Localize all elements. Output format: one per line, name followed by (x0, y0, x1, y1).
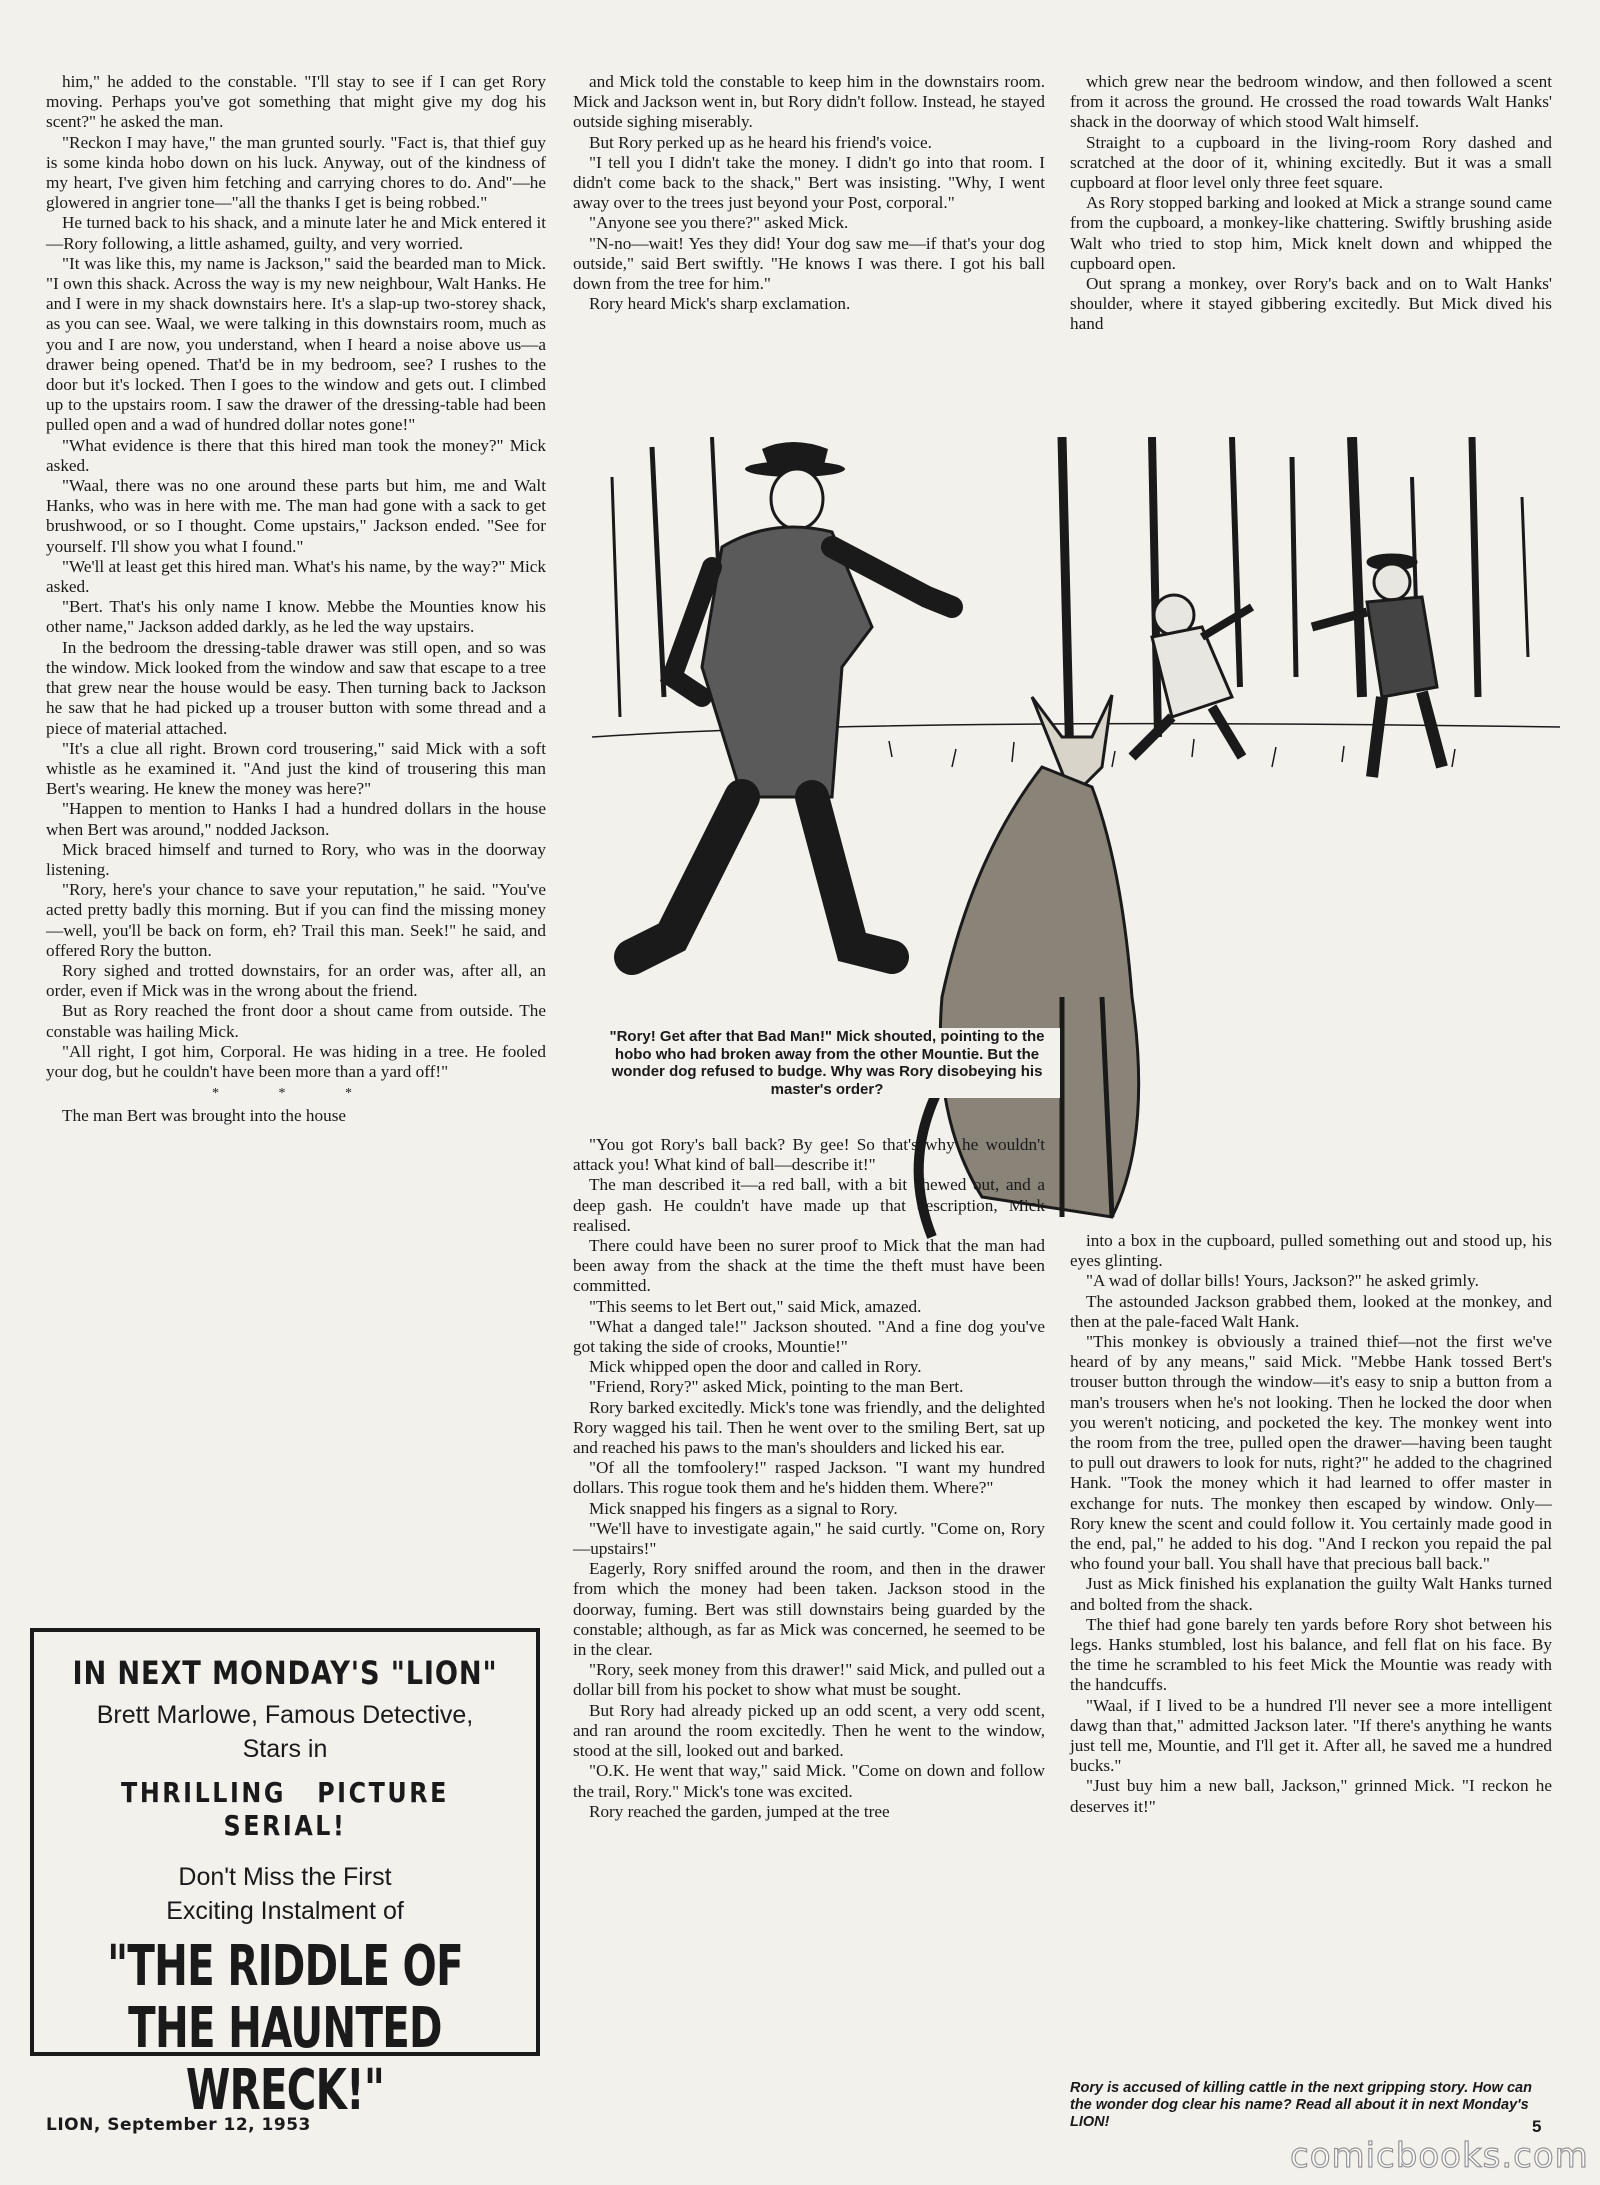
paragraph: In the bedroom the dressing-table drawer was still open, and so was the window. Mick looked from the window and saw that escape to a tree that grew near the house would be easy. Then turning back to Jackson he saw that he had picked up a trouser button with some thread and a piece of material attached. (46, 637, 546, 738)
paragraph: Eagerly, Rory sniffed around the room, and then in the drawer from which the money had been taken. Jackson stood in the doorway, fuming. Bert was still downstairs being guarded by the constable; although, as far as Mick was concerned, he seemed to be in the clear. (573, 1559, 1045, 1660)
paragraph: "It was like this, my name is Jackson," said the bearded man to Mick. "I own this shack. Across the way is my new neighbour, Walt Hanks. He and I were in my shack downstairs here. It's a slap-up two-storey shack, as you can see. Waal, we were talking in this downstairs room, much as you and I are now, you understand, when I heard a noise above us—a drawer being opened. That'd be in my bedroom, see? I rushes to the door but it's locked. Then I goes to the window and gets out. I climbed up to the upstairs room. I saw the drawer of the dressing-table had been pulled open and a wad of hundred dollar notes gone!" (46, 253, 546, 435)
ad-serial-banner: THRILLING PICTURE SERIAL! (121, 1776, 449, 1842)
paragraph: "I tell you I didn't take the money. I didn't go into that room. I didn't come back to the shack," Bert was insisting. "Why, I went away over to the trees just beyond your Post, corporal." (573, 152, 1045, 213)
ad-title-line-2: THE HAUNTED WRECK!" (128, 1996, 442, 2123)
column-1 (46, 72, 546, 1127)
paragraph: "Happen to mention to Hanks I had a hundred dollars in the house when Bert was around," nodded Jackson. (46, 799, 546, 839)
paragraph: "This seems to let Bert out," said Mick, amazed. (589, 1296, 922, 1316)
paragraph: Rory reached the garden, jumped at the tree (589, 1801, 890, 1821)
paragraph: and Mick told the constable to keep him in the downstairs room. Mick and Jackson went in, but Rory didn't follow. Instead, he stayed outside sighing miserably. (573, 72, 1045, 132)
paragraph: Rory sighed and trotted downstairs, for an order was, after all, an order, even if Mick was in the wrong about the friend. (46, 960, 546, 1001)
paragraph: The astounded Jackson grabbed them, looked at the monkey, and then at the pale-faced Walt Hank. (1070, 1291, 1552, 1331)
paragraph: "Of all the tomfoolery!" rasped Jackson. "I want my hundred dollars. This rogue took them and he's hidden them. Where?" (573, 1458, 1045, 1498)
illustration-caption: "Rory! Get after that Bad Man!" Mick shouted, pointing to the hobo who had broken away from the other Mountie. But the wonder dog refused to budge. Why was Rory disobeying his master's order? (594, 1028, 1060, 1098)
paragraph: Just as Mick finished his explanation the guilty Walt Hanks turned and bolted from the shack. (1070, 1574, 1552, 1614)
paragraph: But Rory had already picked up an odd scent, a very odd scent, and ran around the room excitedly. Then he went to the window, stood at the sill, looked out and barked. (573, 1700, 1045, 1761)
column-3-bottom (1070, 1231, 1552, 1817)
paragraph: "Rory, here's your chance to save your reputation," he said. "You've acted pretty badly this morning. But if you can find the missing money—well, you'll be back on form, eh? Trail this man. Seek!" he said, and offered Rory the button. (46, 880, 546, 960)
paragraph: "This monkey is obviously a trained thief—not the first we've heard of by any means," said Mick. "Mebbe Hank tossed Bert's trouser button through the window—it's easy to snip a button from a man's trousers when he's not looking. Then he locked the door when you weren't noticing, and pocketed the key. The monkey went into the room from the tree, pulled open the drawer—having been taught to pull out drawers to look for nuts, right?" he added to the chagrined Hank. "Took the money which it had learned to offer master in exchange for nuts. The monkey then escaped by window. Only—Rory knew the scent and could follow it. You certainly made good in the end, pal," he added to his dog. "And I reckon you repaid the pal who found your ball. You shall have that precious ball back." (1070, 1332, 1552, 1574)
paragraph: Straight to a cupboard in the living-room Rory dashed and scratched at the door of it, whining excitedly. But it was a small cupboard at floor level only three feet square. (1070, 132, 1552, 193)
paragraph: Rory heard Mick's sharp exclamation. (589, 294, 851, 314)
ad-line-stars: Stars in (242, 1735, 328, 1763)
paragraph: "Waal, there was no one around these parts but him, me and Walt Hanks, who was in here with me. The man had gone with a sack to get brushwood, or so I thought. Come upstairs," Jackson ended. "See for yourself. I'll show you what I found." (46, 476, 546, 556)
paragraph: The thief had gone barely ten yards before Rory shot between his legs. Hanks stumbled, lost his balance, and fell flat on his face. By the time he scrambled to his feet Mick the Mountie was ready with the handcuffs. (1070, 1614, 1552, 1695)
ad-line-instalment: Exciting Instalment of (166, 1897, 404, 1925)
paragraph: He turned back to his shack, and a minute later he and Mick entered it—Rory following, a little ashamed, guilty, and very worried. (46, 213, 546, 253)
paragraph: him," he added to the constable. "I'll stay to see if I can get Rory moving. Perhaps you've got something that might give my dog his scent?" he asked the man. (46, 72, 546, 132)
paragraph: "Just buy him a new ball, Jackson," grinned Mick. "I reckon he deserves it!" (1070, 1776, 1552, 1816)
ad-line-detective: Brett Marlowe, Famous Detective, (96, 1701, 474, 1729)
paragraph: Rory barked excitedly. Mick's tone was friendly, and the delighted Rory wagged his tail. Then he went over to the smiling Bert, sat up and reached his paws to the man's shoulders and licked his ear. (573, 1397, 1045, 1458)
column-1-last-line: The man Bert was brought into the house (62, 1106, 347, 1126)
paragraph: "We'll at least get this hired man. What's his name, by the way?" Mick asked. (46, 556, 546, 597)
ad-heading: IN NEXT MONDAY'S "LION" (72, 1654, 498, 1692)
paragraph: "Bert. That's his only name I know. Mebbe the Mounties know his other name," Jackson added darkly, as he led the way upstairs. (46, 597, 546, 637)
next-story-teaser: Rory is accused of killing cattle in the next gripping story. How can the wonder dog clear his name? Read all about it in next Monday's LION! (1070, 2080, 1532, 2130)
paragraph: "It's a clue all right. Brown cord trousering," said Mick with a soft whistle as he examined it. "And just the kind of trousering this man Bert's wearing. He knew the money was here?" (46, 738, 546, 799)
paragraph: "Friend, Rory?" asked Mick, pointing to the man Bert. (589, 1377, 964, 1397)
paragraph: "Waal, if I lived to be a hundred I'll never see a more intelligent dawg than that," admitted Jackson later. "If there's anything he wants just tell me, Mountie, and I'll get it. After all, he saved me a hundred bucks." (1070, 1695, 1552, 1776)
paragraph: "We'll have to investigate again," he said curtly. "Come on, Rory—upstairs!" (573, 1518, 1045, 1559)
paragraph: Out sprang a monkey, over Rory's back and on to Walt Hanks' shoulder, where it stayed gibbering excitedly. But Mick dived his hand (1070, 274, 1552, 334)
paragraph: Mick braced himself and turned to Rory, who was in the doorway listening. (46, 839, 546, 879)
paragraph: which grew near the bedroom window, and then followed a scent from it across the ground. He crossed the road towards Walt Hanks' shack in the doorway of which stood Walt himself. (1070, 72, 1552, 132)
paragraph: Mick snapped his fingers as a signal to Rory. (589, 1498, 898, 1518)
paragraph: "You got Rory's ball back? By gee! So that's why he wouldn't attack you! What kind of ball—describe it!" (573, 1135, 1045, 1175)
paragraph: As Rory stopped barking and looked at Mick a strange sound came from the cupboard, a monkey-like chattering. Swiftly brushing aside Walt who tried to stop him, Mick knelt down and whipped the cupboard open. (1070, 193, 1552, 273)
column-1-paragraphs (46, 72, 546, 1082)
paragraph: "Reckon I may have," the man grunted sourly. "Fact is, that thief guy is some kinda hobo down on his luck. Anyway, out of the kindness of my heart, I've given him fetching and carrying chores to do. And"—he glowered in angrier tone—"all the thanks I get is being robbed." (46, 132, 546, 213)
section-break: * * * (212, 1086, 380, 1102)
paragraph: But as Rory reached the front door a shout came from outside. The constable was hailing Mick. (46, 1001, 546, 1041)
paragraph: The man described it—a red ball, with a bit chewed out, and a deep gash. He couldn't have made up that description, Mick realised. (573, 1175, 1045, 1235)
issue-dateline: LION, September 12, 1953 (46, 2115, 311, 2135)
page-number: 5 (1532, 2117, 1542, 2136)
story-illustration (592, 437, 1560, 1245)
column-3-top (1070, 72, 1552, 335)
ad-title-line-1: "THE RIDDLE OF (107, 1934, 463, 1999)
paragraph: There could have been no surer proof to Mick that the man had been away from the shack at the time the theft must have been committed. (573, 1236, 1045, 1296)
paragraph: But Rory perked up as he heard his friend's voice. (589, 132, 932, 152)
paragraph: into a box in the cupboard, pulled something out and stood up, his eyes glinting. (1070, 1231, 1552, 1271)
paragraph: "All right, I got him, Corporal. He was hiding in a tree. He fooled your dog, but he couldn't have been more than a yard off!" (46, 1041, 546, 1081)
paragraph: "Rory, seek money from this drawer!" said Mick, and pulled out a dollar bill from his pocket to show what must be sought. (573, 1660, 1045, 1700)
watermark: comicbooks.com (1290, 2136, 1589, 2176)
ad-line-dont-miss: Don't Miss the First (178, 1863, 392, 1891)
column-2-top (573, 72, 1045, 314)
paragraph: "A wad of dollar bills! Yours, Jackson?" he asked grimly. (1086, 1271, 1479, 1291)
paragraph: "Anyone see you there?" asked Mick. (589, 213, 849, 233)
paragraph: "What evidence is there that this hired man took the money?" Mick asked. (46, 435, 546, 475)
paragraph: "O.K. He went that way," said Mick. "Come on down and follow the trail, Rory." Mick's tone was excited. (573, 1761, 1045, 1801)
paragraph: Mick whipped open the door and called in Rory. (589, 1357, 922, 1377)
paragraph: "N-no—wait! Yes they did! Your dog saw me—if that's your dog outside," said Bert swiftly. "He knows I was there. I got his ball down from the tree for him." (573, 233, 1045, 294)
column-2-bottom (573, 1135, 1045, 1822)
next-issue-advertisement (30, 1628, 540, 2123)
paragraph: "What a danged tale!" Jackson shouted. "And a fine dog you've got taking the side of crooks, Mountie!" (573, 1316, 1045, 1357)
